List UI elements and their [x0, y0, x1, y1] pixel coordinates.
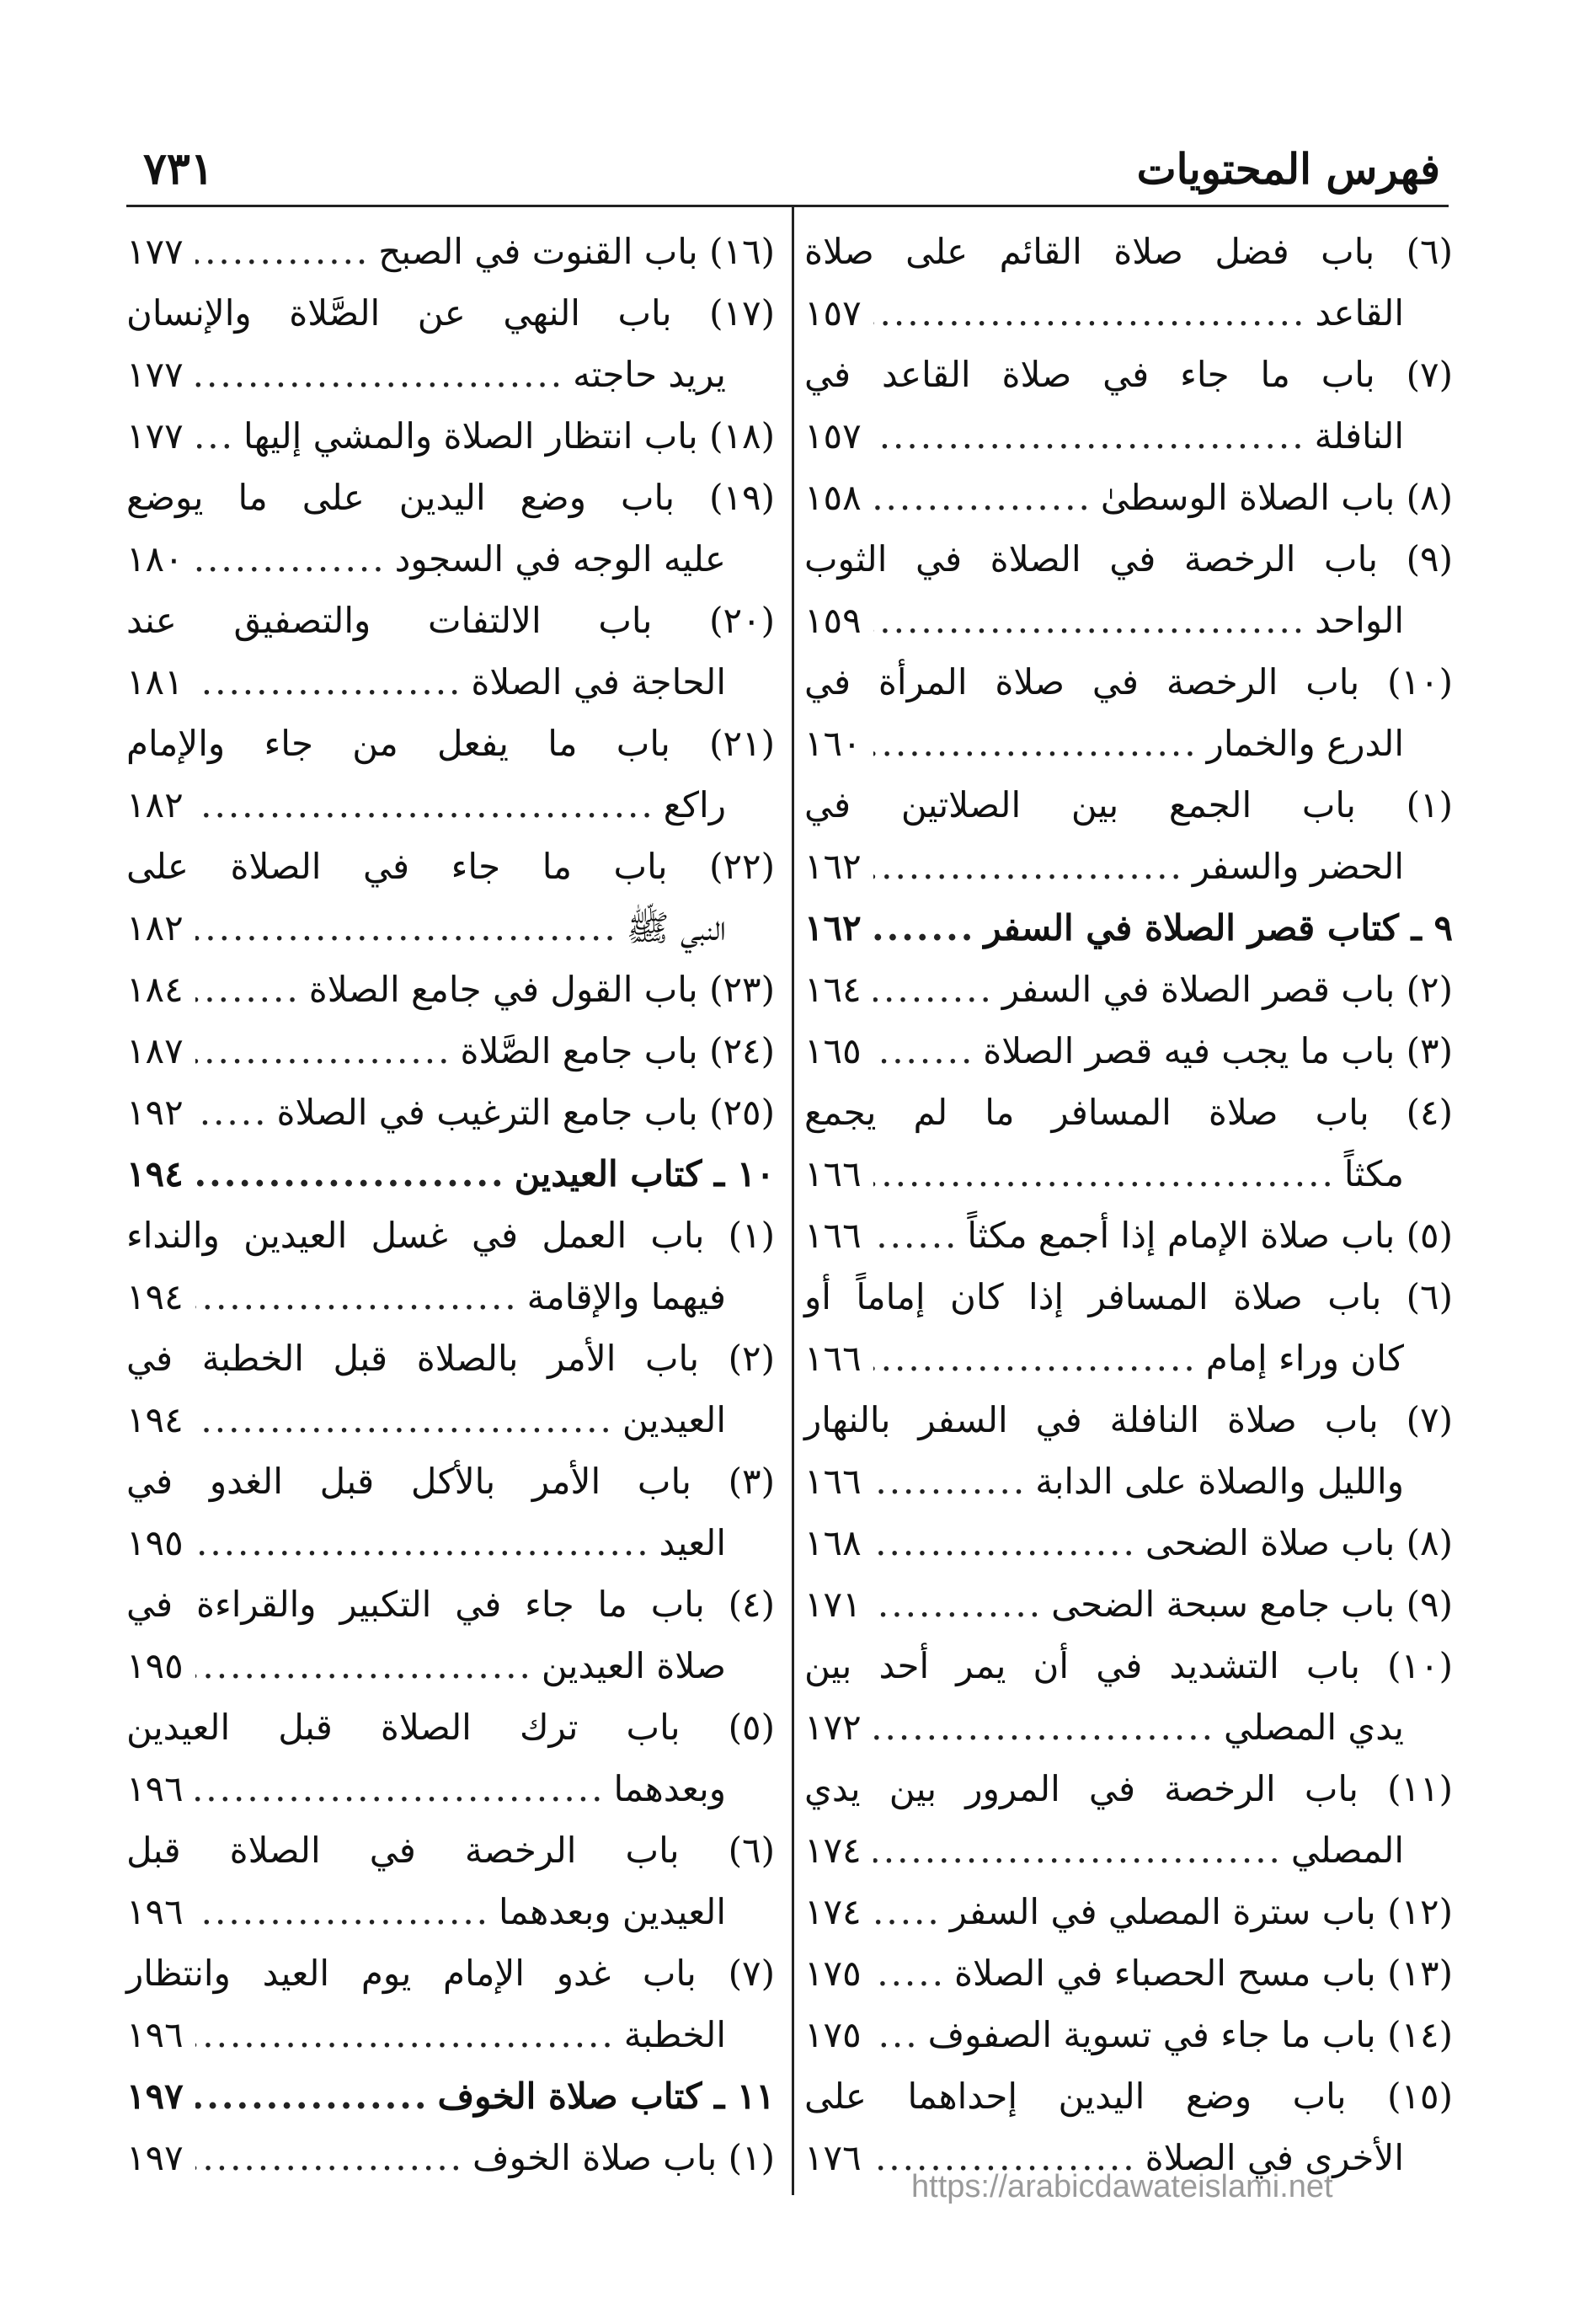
toc-page-number: ١٦٠ [804, 723, 862, 764]
dot-leader [873, 1020, 974, 1082]
toc-entry-title: (١٨) باب انتظار الصلاة والمشي إليها [243, 415, 775, 457]
toc-entry-line [804, 221, 1453, 282]
toc-entry-title: المصلي [1290, 1830, 1404, 1871]
toc-entry-line [804, 282, 1453, 344]
toc-page-number: ١٧٧ [126, 354, 184, 395]
toc-entry-line [804, 1758, 1453, 1819]
toc-entry-line [804, 1942, 1453, 2004]
toc-entry-title: (٢) باب الأمر بالصلاة قبل الخطبة في [126, 1338, 775, 1379]
toc-entry-title: (٨) باب الصلاة الوسطىٰ [1100, 477, 1453, 518]
dot-leader [873, 959, 994, 1020]
toc-entry-line [804, 1266, 1453, 1328]
toc-entry-title: (٦) باب الرخصة في الصلاة قبل [126, 1830, 775, 1871]
toc-entry-title: راكع [663, 784, 726, 825]
toc-page-number: ١٦٦ [804, 1338, 862, 1379]
toc-entry [804, 1758, 1453, 1881]
dot-leader [873, 1450, 1027, 1512]
dot-leader [873, 2004, 920, 2065]
toc-entry [804, 344, 1453, 467]
toc-entry-title: (١٠) باب الرخصة في صلاة المرأة في [804, 661, 1453, 703]
toc-page-number: ١٦٢ [804, 846, 862, 887]
toc-entry [804, 2004, 1453, 2065]
toc-column-right [804, 221, 1453, 2188]
toc-entry [126, 1143, 775, 1205]
toc-entry-title: (٢٠) باب الالتفات والتصفيق عند [126, 600, 775, 641]
toc-entry [126, 467, 775, 590]
dot-leader [195, 1389, 614, 1450]
toc-entry-title: الحاجة في الصلاة [471, 661, 726, 703]
toc-entry-title: كان وراء إمام [1205, 1338, 1404, 1379]
toc-page-number: ١٩٤ [126, 1153, 184, 1194]
toc-page-number: ١٧٢ [804, 1707, 862, 1748]
toc-entry-title: يدي المصلي [1223, 1707, 1404, 1748]
toc-entry-title: وبعدهما [613, 1768, 726, 1809]
toc-entry-title: (٧) باب صلاة النافلة في السفر بالنهار [804, 1399, 1453, 1440]
toc-entry-line [804, 344, 1453, 405]
toc-page-number: ١٩٤ [126, 1276, 184, 1317]
dot-leader [873, 1573, 1043, 1635]
toc-entry [804, 1205, 1453, 1266]
dot-leader [873, 836, 1184, 897]
toc-page-number: ١٦٨ [804, 1522, 862, 1563]
toc-entry-line [804, 590, 1453, 651]
toc-entry-line [126, 1573, 775, 1635]
toc-entry-line [126, 1942, 775, 2004]
toc-entry-line [804, 1143, 1453, 1205]
toc-entry-title: (٩) باب الرخصة في الصلاة في الثوب [804, 538, 1453, 580]
watermark-url: https://arabicdawateislami.net [911, 2169, 1333, 2204]
toc-entry-title: (٦) باب فضل صلاة القائم على صلاة [804, 231, 1453, 272]
toc-entry-line [126, 344, 775, 405]
toc-page-number: ١٧٥ [804, 1953, 862, 1994]
toc-entry-line [126, 1635, 775, 1696]
toc-page-number: ١٧٧ [126, 231, 184, 272]
toc-page-number: ١٥٨ [804, 477, 862, 518]
dot-leader [195, 221, 370, 282]
toc-entry-title: القاعد [1315, 292, 1404, 334]
toc-entry-line [804, 405, 1453, 467]
toc-entry [126, 590, 775, 713]
dot-leader [873, 1205, 958, 1266]
toc-entry-title: (٧) باب ما جاء في صلاة القاعد في [804, 354, 1453, 395]
toc-entry [804, 774, 1453, 897]
toc-entry [126, 405, 775, 467]
toc-entry-title: الحضر والسفر [1192, 846, 1404, 887]
toc-entry [126, 713, 775, 836]
dot-leader [873, 1328, 1198, 1389]
toc-page-number: ١٨٠ [126, 538, 184, 580]
toc-page-number: ١٨٤ [126, 969, 184, 1010]
toc-page-number: ١٩٤ [126, 1399, 184, 1440]
toc-entry-line [804, 1205, 1453, 1266]
toc-entry-title: (١) باب صلاة الخوف [472, 2137, 775, 2178]
toc-entry [126, 1942, 775, 2065]
dot-leader [195, 651, 462, 713]
toc-page-number: ١٦٦ [804, 1153, 862, 1194]
toc-entry-line [804, 1635, 1453, 1696]
toc-page-number: ١٧٦ [804, 2137, 862, 2178]
toc-page-number: ١٩٥ [126, 1645, 184, 1686]
toc-entry-title: الخطبة [623, 2014, 726, 2055]
toc-entry-title: (٢٤) باب جامع الصَّلاة [460, 1030, 775, 1071]
toc-entry-title: (١٧) باب النهي عن الصَّلاة والإنسان [126, 292, 775, 334]
toc-entry [126, 959, 775, 1020]
toc-entry-line [804, 2004, 1453, 2065]
page-title: فهرس المحتويات [1136, 143, 1440, 194]
toc-entry-title: الدرع والخمار [1206, 723, 1404, 764]
toc-entry-title: (٧) باب غدو الإمام يوم العيد وانتظار [126, 1953, 775, 1994]
toc-entry-line [126, 221, 775, 282]
dot-leader [195, 2065, 430, 2127]
toc-entry-line [126, 651, 775, 713]
toc-entry-line [804, 1450, 1453, 1512]
toc-entry-line [126, 405, 775, 467]
toc-entry [804, 528, 1453, 651]
toc-entry-line [126, 1696, 775, 1758]
toc-entry-line [126, 1758, 775, 1819]
toc-entry-line [126, 713, 775, 774]
dot-leader [873, 713, 1198, 774]
toc-entry [804, 1266, 1453, 1389]
toc-entry-line [126, 897, 775, 959]
toc-entry-line [804, 713, 1453, 774]
toc-entry [804, 959, 1453, 1020]
toc-entry-line [804, 959, 1453, 1020]
toc-page-number: ١٧٤ [804, 1830, 862, 1871]
dot-leader [873, 1881, 942, 1942]
toc-entry-line [804, 836, 1453, 897]
toc-entry [126, 2065, 775, 2127]
toc-entry-line [804, 1696, 1453, 1758]
toc-entry-line [126, 1328, 775, 1389]
toc-page-number: ١٦٦ [804, 1215, 862, 1256]
dot-leader [195, 897, 618, 959]
toc-entry-title: ٩ ـ كتاب قصر الصلاة في السفر [984, 907, 1453, 948]
toc-entry-line [804, 774, 1453, 836]
toc-entry-line [126, 1819, 775, 1881]
dot-leader [873, 405, 1306, 467]
toc-entry [804, 221, 1453, 344]
toc-page-number: ١٨٢ [126, 784, 184, 825]
toc-entry-title: (١٥) باب وضع اليدين إحداهما على [804, 2076, 1453, 2117]
toc-entry-title: (١) باب العمل في غسل العيدين والنداء [126, 1215, 775, 1256]
toc-page-number: ١٦٥ [804, 1030, 862, 1071]
toc-entry-line [126, 1205, 775, 1266]
toc-entry [804, 1389, 1453, 1512]
dot-leader [195, 344, 564, 405]
dot-leader [195, 528, 387, 590]
dot-leader [195, 1881, 490, 1942]
toc-entry-title: (٣) باب ما يجب فيه قصر الصلاة [983, 1030, 1453, 1071]
toc-entry [804, 1942, 1453, 2004]
toc-entry-line [804, 1082, 1453, 1143]
toc-entry-title: (٢٢) باب ما جاء في الصلاة على [126, 846, 775, 887]
toc-entry-title: والليل والصلاة على الدابة [1035, 1461, 1404, 1502]
column-divider [792, 207, 794, 2195]
toc-entry-title: (١٤) باب ما جاء في تسوية الصفوف [927, 2014, 1453, 2055]
toc-page-number: ١٩٧ [126, 2076, 184, 2117]
toc-entry [804, 467, 1453, 528]
toc-entry-line [804, 467, 1453, 528]
toc-entry-line [126, 959, 775, 1020]
toc-entry [126, 1082, 775, 1143]
toc-entry-title: (١٢) باب سترة المصلي في السفر [949, 1891, 1453, 1932]
toc-entry-title: العيدين وبعدهما [499, 1891, 726, 1932]
toc-entry-title: ١١ ـ كتاب صلاة الخوف [437, 2076, 775, 2117]
toc-entry-line [804, 1819, 1453, 1881]
page-number: ٧٣١ [143, 142, 214, 195]
toc-entry-title: فيهما والإقامة [526, 1276, 726, 1317]
toc-page-number: ١٩٦ [126, 1891, 184, 1932]
toc-entry-line [126, 1881, 775, 1942]
toc-entry-line [804, 897, 1453, 959]
toc-page-number: ١٩٧ [126, 2137, 184, 2178]
toc-page-number: ١٩٦ [126, 2014, 184, 2055]
toc-entry [126, 836, 775, 959]
toc-entry [126, 282, 775, 405]
toc-entry-title: العيدين [622, 1399, 726, 1440]
dot-leader [195, 1020, 451, 1082]
dot-leader [873, 1819, 1283, 1881]
toc-entry-title: (١٠) باب التشديد في أن يمر أحد بين [804, 1645, 1453, 1686]
toc-entry [804, 1020, 1453, 1082]
toc-page-number: ١٩٢ [126, 1092, 184, 1133]
toc-entry-line [126, 590, 775, 651]
toc-column-left [126, 221, 775, 2188]
dot-leader [195, 405, 235, 467]
toc-entry [804, 651, 1453, 774]
toc-page-number: ١٥٩ [804, 600, 862, 641]
toc-entry-line [804, 1573, 1453, 1635]
dot-leader [195, 1143, 506, 1205]
toc-entry-line [804, 1881, 1453, 1942]
toc-entry-line [804, 528, 1453, 590]
toc-page-number: ١٧٤ [804, 1891, 862, 1932]
toc-entry-title: صلاة العيدين [541, 1645, 726, 1686]
toc-entry-title: (٢) باب قصر الصلاة في السفر [1001, 969, 1453, 1010]
toc-entry-title: (٨) باب صلاة الضحى [1145, 1522, 1453, 1563]
toc-entry-line [804, 2065, 1453, 2127]
toc-entry-title: (١١) باب الرخصة في المرور بين يدي [804, 1768, 1453, 1809]
toc-page-number: ١٧٧ [126, 415, 184, 457]
dot-leader [195, 1512, 651, 1573]
toc-entry-title: النبي ﷺ [626, 907, 726, 948]
toc-entry-line [126, 1266, 775, 1328]
toc-entry-title: (٢١) باب ما يفعل من جاء والإمام [126, 723, 775, 764]
dot-leader [195, 1635, 533, 1696]
dot-leader [873, 1512, 1137, 1573]
toc-entry-title: (٣) باب الأمر بالأكل قبل الغدو في [126, 1461, 775, 1502]
toc-entry-line [126, 2004, 775, 2065]
toc-entry-line [126, 836, 775, 897]
toc-page-number: ١٦٤ [804, 969, 862, 1010]
toc-entry [804, 897, 1453, 959]
toc-entry [126, 1573, 775, 1696]
dot-leader [873, 1942, 946, 2004]
toc-entry-title: يريد حاجته [573, 354, 726, 395]
dot-leader [873, 1696, 1215, 1758]
toc-entry [126, 1819, 775, 1942]
toc-entry-title: (٩) باب جامع سبحة الضحى [1051, 1584, 1453, 1625]
toc-entry [126, 1020, 775, 1082]
toc-entry-line [126, 774, 775, 836]
toc-page-number: ١٦٦ [804, 1461, 862, 1502]
toc-entry-line [126, 2065, 775, 2127]
toc-entry [126, 2127, 775, 2188]
dot-leader [195, 2004, 616, 2065]
toc-entry-line [126, 282, 775, 344]
toc-entry-line [804, 1512, 1453, 1573]
toc-page-number: ١٨٧ [126, 1030, 184, 1071]
dot-leader [873, 282, 1306, 344]
toc-entry-title: (٢٣) باب القول في جامع الصلاة [308, 969, 775, 1010]
toc-entry-line [804, 651, 1453, 713]
toc-entry-line [804, 1328, 1453, 1389]
toc-page-number: ١٦٢ [804, 907, 862, 948]
toc-entry [804, 1881, 1453, 1942]
toc-page-number: ١٥٧ [804, 292, 862, 334]
toc-page-number: ١٥٧ [804, 415, 862, 457]
toc-entry-line [126, 2127, 775, 2188]
toc-entry-line [126, 528, 775, 590]
toc-entry [804, 1512, 1453, 1573]
toc-entry-line [126, 1143, 775, 1205]
toc-page-number: ١٩٦ [126, 1768, 184, 1809]
header-rule [126, 205, 1449, 207]
toc-entry-title: عليه الوجه في السجود [394, 538, 726, 580]
toc-page-number: ١٨١ [126, 661, 184, 703]
toc-entry-title: مكثاً [1343, 1153, 1404, 1194]
dot-leader [195, 1266, 519, 1328]
toc-entry-title: النافلة [1314, 415, 1404, 457]
dot-leader [873, 897, 975, 959]
toc-entry-line [804, 1020, 1453, 1082]
dot-leader [873, 590, 1306, 651]
toc-page-number: ١٧٥ [804, 2014, 862, 2055]
toc-entry-title: الأخرى في الصلاة [1145, 2137, 1404, 2178]
toc-entry [126, 1205, 775, 1328]
dot-leader [195, 1082, 268, 1143]
toc-entry-line [126, 1082, 775, 1143]
toc-entry-title: (١٩) باب وضع اليدين على ما يوضع [126, 477, 775, 518]
toc-entry-line [804, 1389, 1453, 1450]
page-header [143, 135, 1440, 202]
toc-entry-title: (٥) باب صلاة الإمام إذا أجمع مكثاً [967, 1215, 1453, 1256]
toc-entry-title: العيد [659, 1522, 726, 1563]
toc-entry [126, 1696, 775, 1819]
toc-entry-line [126, 467, 775, 528]
toc-entry-title: الواحد [1315, 600, 1404, 641]
dot-leader [195, 2127, 464, 2188]
toc-entry [126, 1450, 775, 1573]
toc-entry-title: (١٦) باب القنوت في الصبح [378, 231, 775, 272]
toc-entry [804, 1082, 1453, 1205]
toc-entry [804, 1573, 1453, 1635]
toc-entry-line [126, 1389, 775, 1450]
toc-entry [126, 221, 775, 282]
dot-leader [195, 959, 301, 1020]
toc-page-number: ١٨٢ [126, 907, 184, 948]
toc-entry-title: (١٣) باب مسح الحصباء في الصلاة [953, 1953, 1453, 1994]
toc-entry-title: ١٠ ـ كتاب العيدين [514, 1153, 775, 1194]
toc-page-number: ١٧١ [804, 1584, 862, 1625]
dot-leader [195, 1758, 605, 1819]
toc-entry-title: (٢٥) باب جامع الترغيب في الصلاة [276, 1092, 775, 1133]
dot-leader [873, 467, 1092, 528]
toc-page-number: ١٩٥ [126, 1522, 184, 1563]
dot-leader [873, 1143, 1336, 1205]
toc-entry-title: (٦) باب صلاة المسافر إذا كان إماماً أو [804, 1276, 1453, 1317]
toc-entry-title: (١) باب الجمع بين الصلاتين في [804, 784, 1453, 825]
toc-entry-title: (٥) باب ترك الصلاة قبل العيدين [126, 1707, 775, 1748]
toc-entry-title: (٤) باب صلاة المسافر ما لم يجمع [804, 1092, 1453, 1133]
toc-entry-line [126, 1020, 775, 1082]
toc-entry [126, 1328, 775, 1450]
toc-entry [804, 1635, 1453, 1758]
toc-entry-line [126, 1512, 775, 1573]
toc-entry-title: (٤) باب ما جاء في التكبير والقراءة في [126, 1584, 775, 1625]
toc-entry-line [126, 1450, 775, 1512]
dot-leader [195, 774, 655, 836]
